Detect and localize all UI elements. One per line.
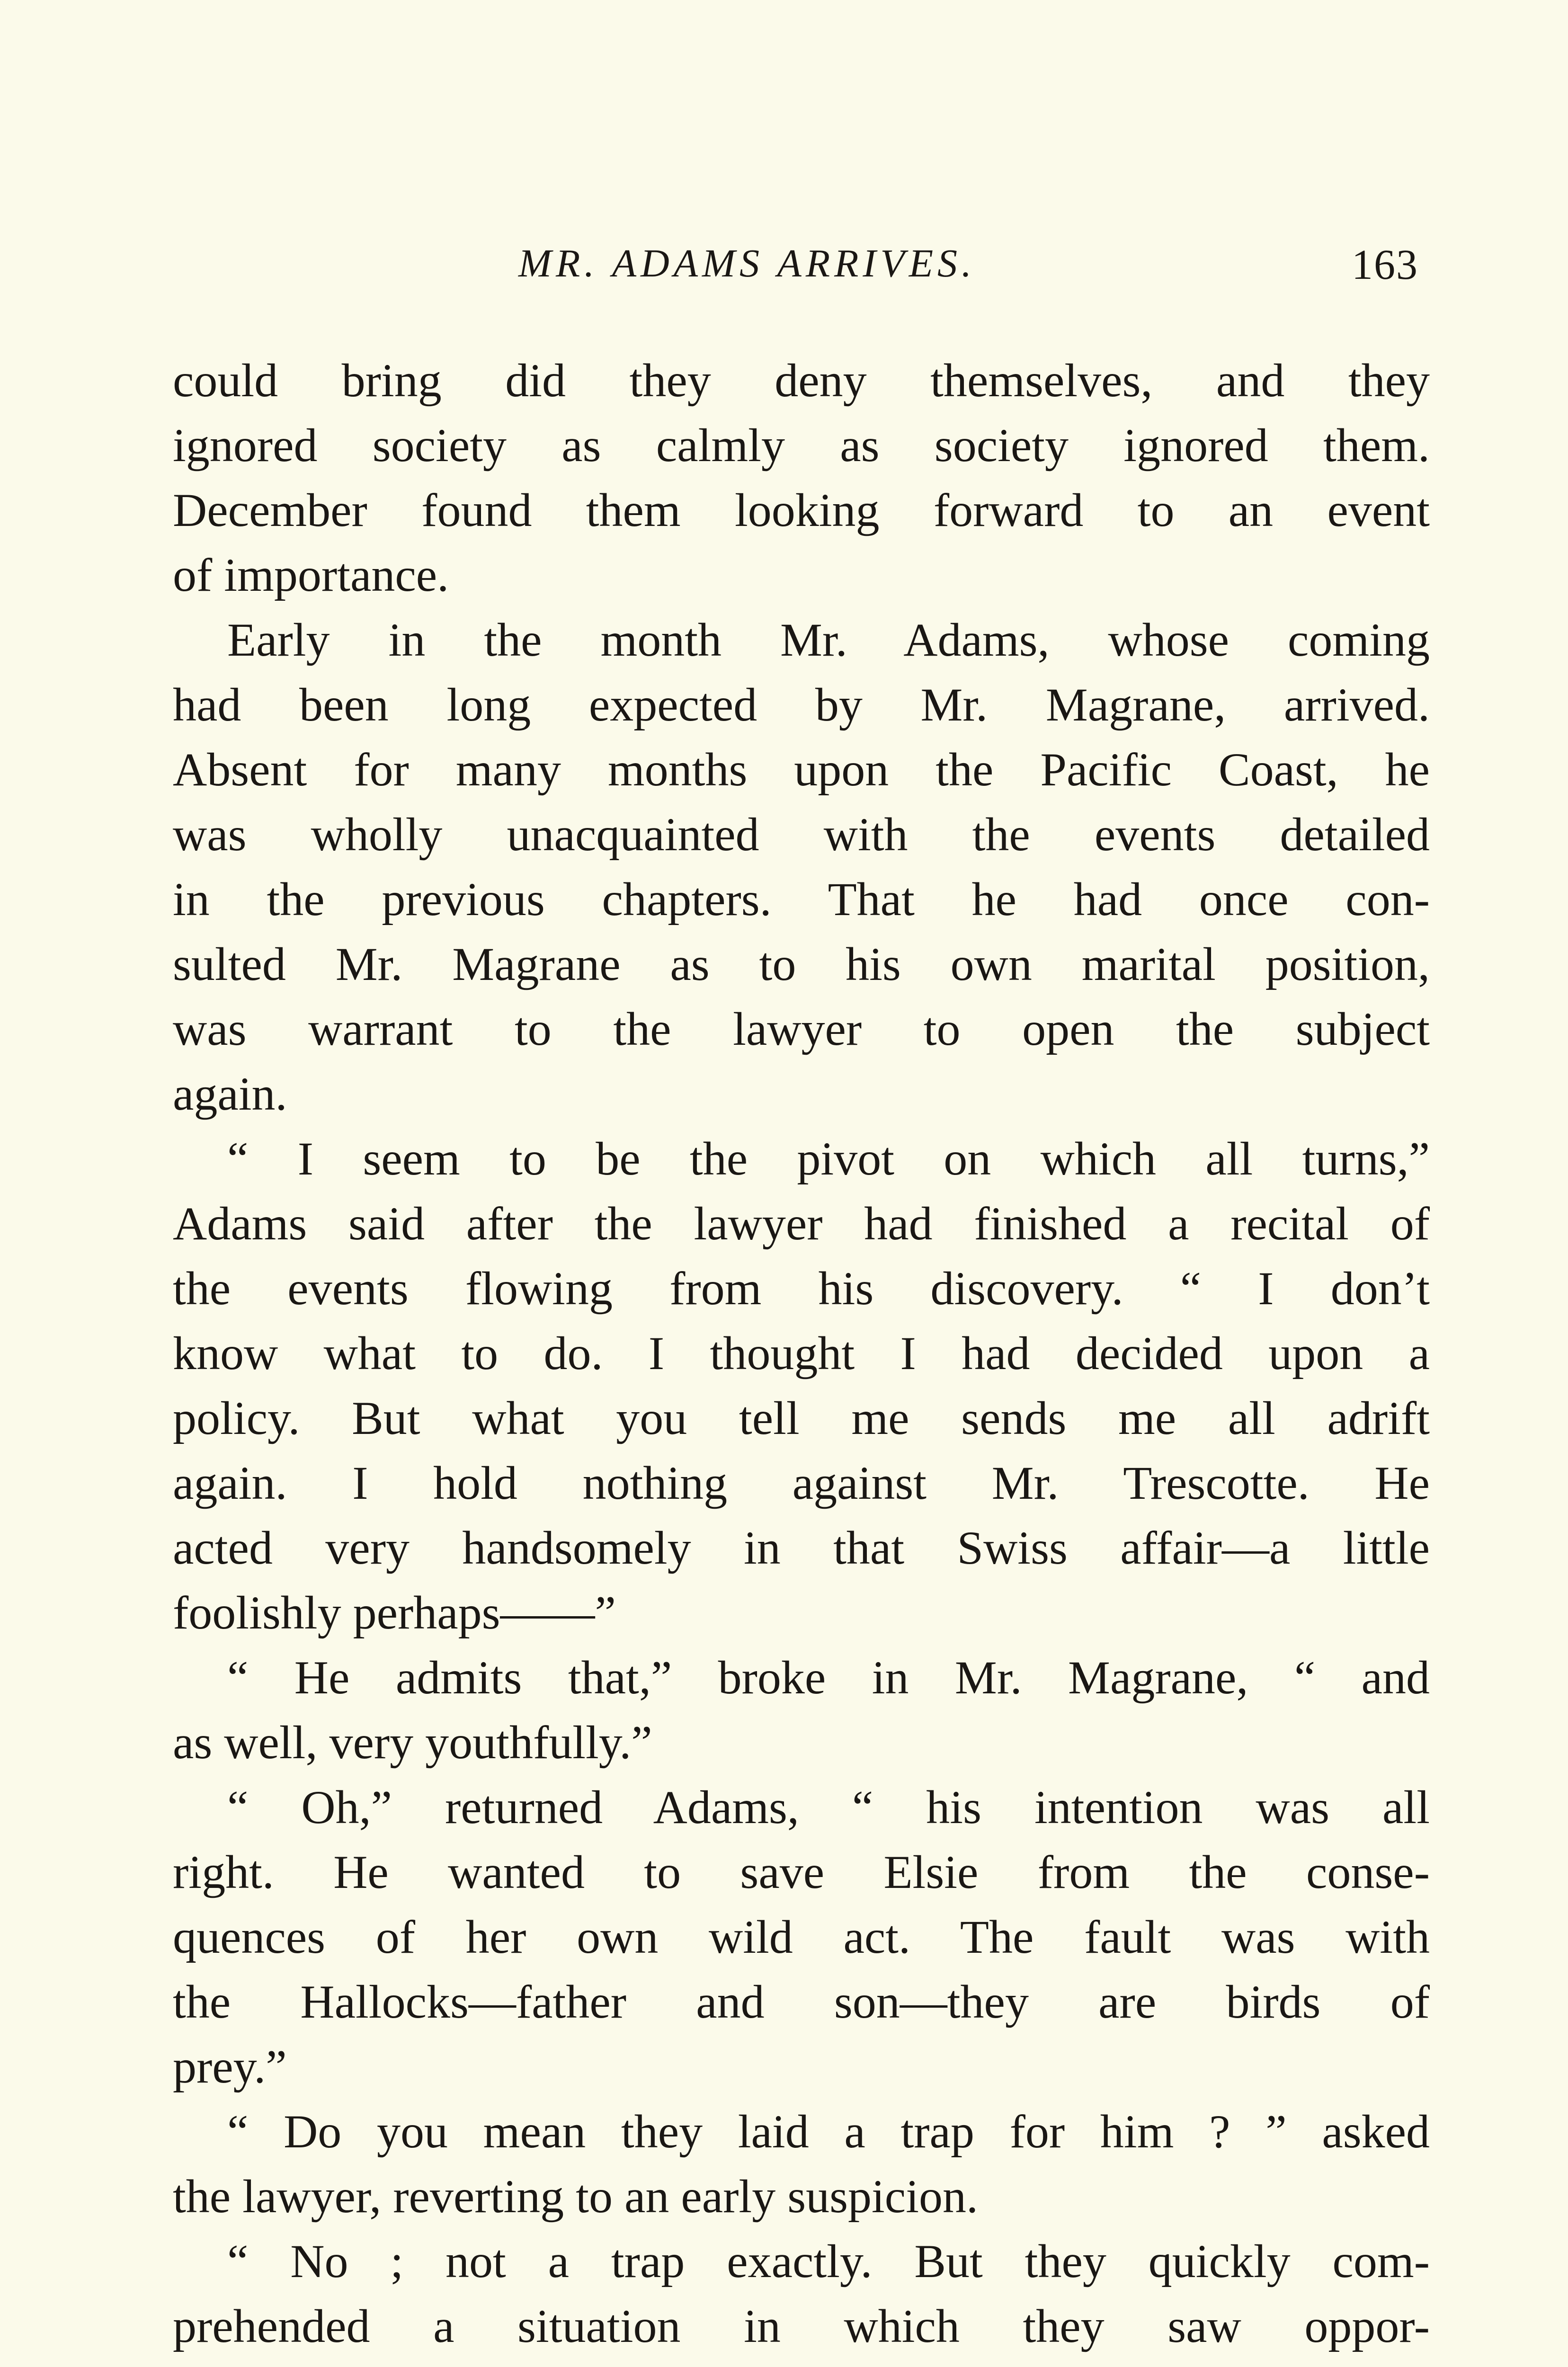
running-head: MR. ADAMS ARRIVES. <box>518 241 976 285</box>
text-line: could bring did they deny themselves, and they <box>173 354 1430 407</box>
text-line: prey.” <box>173 2040 287 2093</box>
text-line: again. I hold nothing against Mr. Trescotte. He <box>173 1457 1430 1509</box>
text-line: know what to do. I thought I had decided upon a <box>173 1327 1430 1379</box>
text-line: Early in the month Mr. Adams, whose coming <box>227 614 1430 666</box>
text-line: the Hallocks—father and son—they are birds of <box>173 1975 1430 2028</box>
text-line: foolishly perhaps——” <box>173 1586 616 1639</box>
text-line: was warrant to the lawyer to open the subject <box>173 1003 1430 1055</box>
text-line: had been long expected by Mr. Magrane, arrived. <box>173 678 1430 731</box>
text-line: “ Oh,” returned Adams, “ his intention was all <box>227 1781 1430 1833</box>
text-line: Absent for many months upon the Pacific Coast, he <box>173 743 1430 796</box>
text-line: “ He admits that,” broke in Mr. Magrane, “ and <box>227 1651 1430 1704</box>
text-line: Adams said after the lawyer had finished a recital of <box>173 1197 1430 1250</box>
text-line: “ I seem to be the pivot on which all turns,” <box>227 1132 1430 1185</box>
text-line: again. <box>173 1068 287 1120</box>
text-line: as well, very youthfully.” <box>173 1716 652 1769</box>
text-line: sulted Mr. Magrane as to his own marital position, <box>173 938 1430 990</box>
text-line: right. He wanted to save Elsie from the conse- <box>173 1846 1430 1898</box>
text-line: the lawyer, reverting to an early suspicion. <box>173 2170 978 2223</box>
text-line: policy. But what you tell me sends me all adrift <box>173 1392 1430 1444</box>
text-line: acted very handsomely in that Swiss affair—a little <box>173 1522 1430 1574</box>
text-line: December found them looking forward to an event <box>173 484 1430 536</box>
text-line: in the previous chapters. That he had once con- <box>173 873 1430 925</box>
text-line: quences of her own wild act. The fault was with <box>173 1911 1430 1963</box>
text-line: “ No ; not a trap exactly. But they quickly com- <box>227 2235 1430 2287</box>
text-line: was wholly unacquainted with the events detailed <box>173 808 1430 861</box>
text-line: of importance. <box>173 549 449 601</box>
text-line: ignored society as calmly as society ignored them. <box>173 419 1430 472</box>
text-line: “ Do you mean they laid a trap for him ? ” asked <box>227 2105 1430 2158</box>
body-text <box>173 348 1430 2358</box>
text-line: prehended a situation in which they saw oppor- <box>173 2300 1430 2352</box>
page-number: 163 <box>1352 241 1418 288</box>
text-line: the events flowing from his discovery. “ I don’t <box>173 1262 1430 1315</box>
